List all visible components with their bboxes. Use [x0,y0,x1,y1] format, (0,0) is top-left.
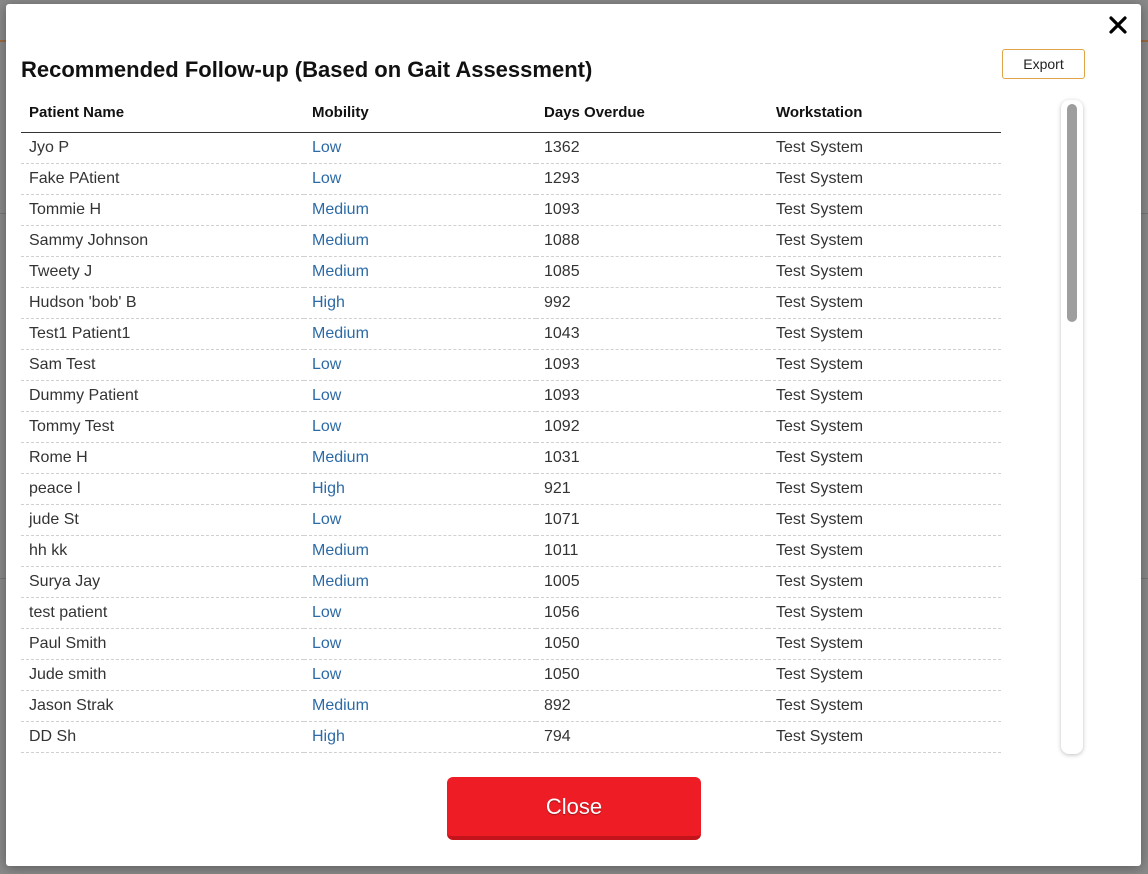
patient-name-cell: Jason Strak [21,690,304,721]
workstation-cell: Test System [768,473,1001,504]
days-overdue-cell: 1093 [536,349,768,380]
patient-name-cell: Jyo P [21,132,304,163]
days-overdue-cell: 794 [536,721,768,752]
table-row[interactable] [21,194,1001,225]
patient-name-cell: Rome H [21,442,304,473]
mobility-cell[interactable]: Low [304,132,536,163]
workstation-cell: Test System [768,318,1001,349]
workstation-cell: Test System [768,721,1001,752]
column-header-patient-name[interactable]: Patient Name [21,94,304,132]
table-row[interactable] [21,690,1001,721]
days-overdue-cell: 1050 [536,628,768,659]
workstation-cell: Test System [768,535,1001,566]
table-row[interactable] [21,628,1001,659]
patient-name-cell: hh kk [21,535,304,566]
workstation-cell: Test System [768,132,1001,163]
workstation-cell: Test System [768,690,1001,721]
table-header-row [21,94,1001,132]
days-overdue-cell: 1071 [536,504,768,535]
mobility-cell[interactable]: High [304,721,536,752]
close-icon[interactable] [1105,12,1131,38]
mobility-cell[interactable]: Low [304,349,536,380]
workstation-cell: Test System [768,163,1001,194]
table-row[interactable] [21,256,1001,287]
table-row[interactable] [21,349,1001,380]
mobility-cell[interactable]: Medium [304,535,536,566]
days-overdue-cell: 1011 [536,535,768,566]
patient-name-cell: peace l [21,473,304,504]
patient-name-cell: test patient [21,597,304,628]
workstation-cell: Test System [768,504,1001,535]
patient-name-cell: Jude smith [21,659,304,690]
modal-title: Recommended Follow-up (Based on Gait Assessment) [21,57,593,82]
patient-name-cell: Tommy Test [21,411,304,442]
workstation-cell: Test System [768,628,1001,659]
column-header-days-overdue[interactable]: Days Overdue [536,94,768,132]
column-header-workstation[interactable]: Workstation [768,94,1001,132]
table-row[interactable] [21,504,1001,535]
follow-up-table-container [21,94,1001,762]
mobility-cell[interactable]: Medium [304,256,536,287]
patient-name-cell: Sam Test [21,349,304,380]
days-overdue-cell: 1031 [536,442,768,473]
patient-name-cell: Tweety J [21,256,304,287]
mobility-cell[interactable]: High [304,287,536,318]
follow-up-modal [6,4,1141,866]
mobility-cell[interactable]: Medium [304,690,536,721]
mobility-cell[interactable]: Medium [304,225,536,256]
days-overdue-cell: 1005 [536,566,768,597]
table-row[interactable] [21,721,1001,752]
mobility-cell[interactable]: Low [304,628,536,659]
workstation-cell: Test System [768,597,1001,628]
workstation-cell: Test System [768,287,1001,318]
background-divider [1140,40,1148,42]
days-overdue-cell: 992 [536,287,768,318]
table-row[interactable] [21,225,1001,256]
days-overdue-cell: 1293 [536,163,768,194]
table-row[interactable] [21,380,1001,411]
table-row[interactable] [21,411,1001,442]
export-button[interactable]: Export [1002,49,1085,79]
days-overdue-cell: 1093 [536,380,768,411]
table-row[interactable] [21,659,1001,690]
mobility-cell[interactable]: Low [304,380,536,411]
table-row[interactable] [21,287,1001,318]
patient-name-cell: Paul Smith [21,628,304,659]
mobility-cell[interactable]: Low [304,163,536,194]
patient-name-cell: Tommie H [21,194,304,225]
mobility-cell[interactable]: Medium [304,442,536,473]
column-header-mobility[interactable]: Mobility [304,94,536,132]
days-overdue-cell: 1050 [536,659,768,690]
mobility-cell[interactable]: Low [304,597,536,628]
mobility-cell[interactable]: Low [304,659,536,690]
patient-name-cell: Sammy Johnson [21,225,304,256]
days-overdue-cell: 1093 [536,194,768,225]
table-row[interactable] [21,318,1001,349]
table-row[interactable] [21,473,1001,504]
patient-name-cell: Dummy Patient [21,380,304,411]
table-row[interactable] [21,597,1001,628]
days-overdue-cell: 1362 [536,132,768,163]
days-overdue-cell: 1043 [536,318,768,349]
mobility-cell[interactable]: Low [304,411,536,442]
days-overdue-cell: 1092 [536,411,768,442]
table-row[interactable] [21,566,1001,597]
table-row[interactable] [21,163,1001,194]
mobility-cell[interactable]: Medium [304,566,536,597]
mobility-cell[interactable]: Medium [304,194,536,225]
workstation-cell: Test System [768,411,1001,442]
table-row[interactable] [21,535,1001,566]
patient-name-cell: Surya Jay [21,566,304,597]
days-overdue-cell: 892 [536,690,768,721]
workstation-cell: Test System [768,194,1001,225]
scrollbar-thumb[interactable] [1067,104,1077,322]
follow-up-table [21,94,1001,753]
table-row[interactable] [21,442,1001,473]
days-overdue-cell: 1085 [536,256,768,287]
table-row[interactable] [21,132,1001,163]
patient-name-cell: jude St [21,504,304,535]
mobility-cell[interactable]: High [304,473,536,504]
workstation-cell: Test System [768,566,1001,597]
table-scrollbar[interactable] [1061,100,1083,754]
workstation-cell: Test System [768,380,1001,411]
patient-name-cell: Fake PAtient [21,163,304,194]
close-button[interactable]: Close [447,777,701,840]
patient-name-cell: Test1 Patient1 [21,318,304,349]
mobility-cell[interactable]: Low [304,504,536,535]
workstation-cell: Test System [768,659,1001,690]
workstation-cell: Test System [768,349,1001,380]
patient-name-cell: Hudson 'bob' B [21,287,304,318]
workstation-cell: Test System [768,225,1001,256]
days-overdue-cell: 1088 [536,225,768,256]
workstation-cell: Test System [768,442,1001,473]
patient-name-cell: DD Sh [21,721,304,752]
table-body [21,132,1001,752]
mobility-cell[interactable]: Medium [304,318,536,349]
days-overdue-cell: 1056 [536,597,768,628]
days-overdue-cell: 921 [536,473,768,504]
workstation-cell: Test System [768,256,1001,287]
